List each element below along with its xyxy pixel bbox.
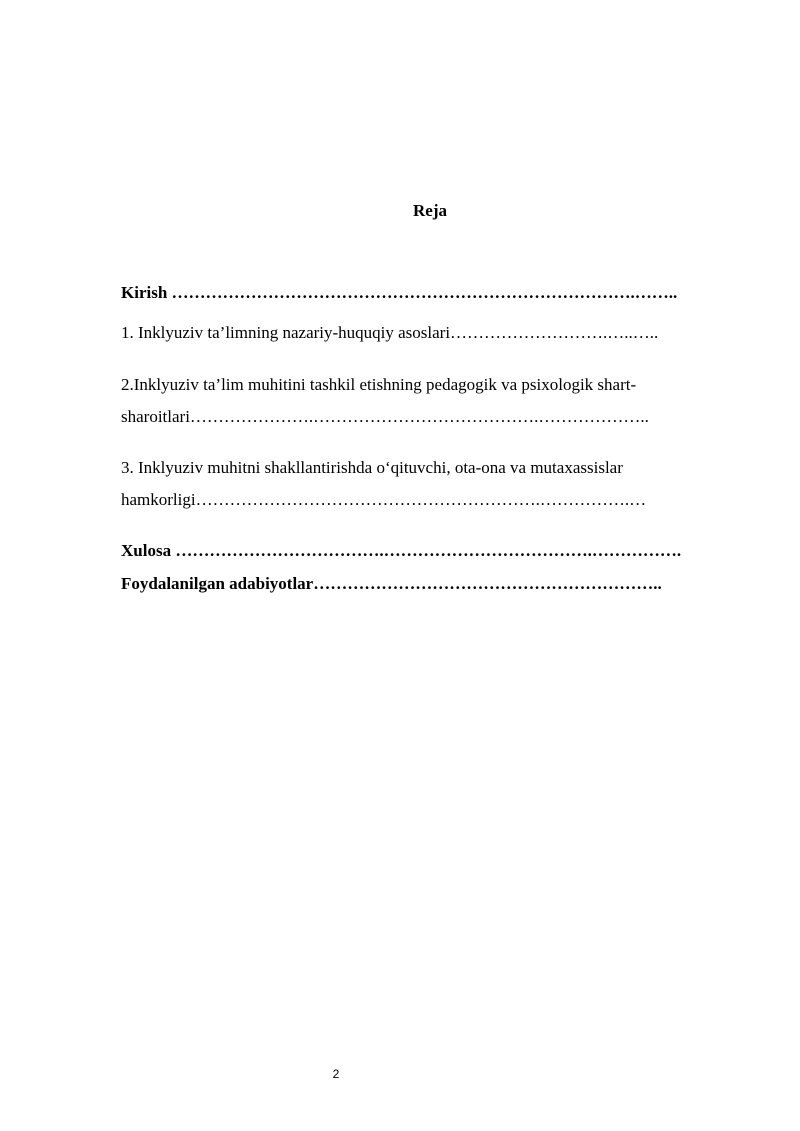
toc-entry-foydalanilgan-adabiyotlar: Foydalanilgan adabiyotlar……………………………………………………..	[121, 574, 662, 593]
toc-entry-2-line-1: 2.Inklyuziv ta’lim muhitini tashkil etishning pedagogik va psixologik shart-	[121, 375, 637, 394]
toc-entry-2-line-2: sharoitlari………………….………………………………….………………..	[121, 407, 649, 426]
toc-entry-xulosa: Xulosa ……………………………….……………………………….…………….	[121, 541, 682, 560]
toc-entry-3-line-2: hamkorligi…………………………………………………….…………….…	[121, 490, 647, 509]
page-number: 2	[332, 1067, 340, 1081]
page-title: Reja	[413, 201, 447, 220]
toc-entry-1: 1. Inklyuziv ta’limning nazariy-huquqiy asoslari……………………….…..…..	[121, 323, 659, 342]
toc-entry-kirish: Kirish ……………………………………………………………………….……..	[121, 283, 678, 302]
toc-entry-3-line-1: 3. Inklyuziv muhitni shakllantirishda o‘qituvchi, ota-ona va mutaxassislar	[121, 458, 623, 477]
